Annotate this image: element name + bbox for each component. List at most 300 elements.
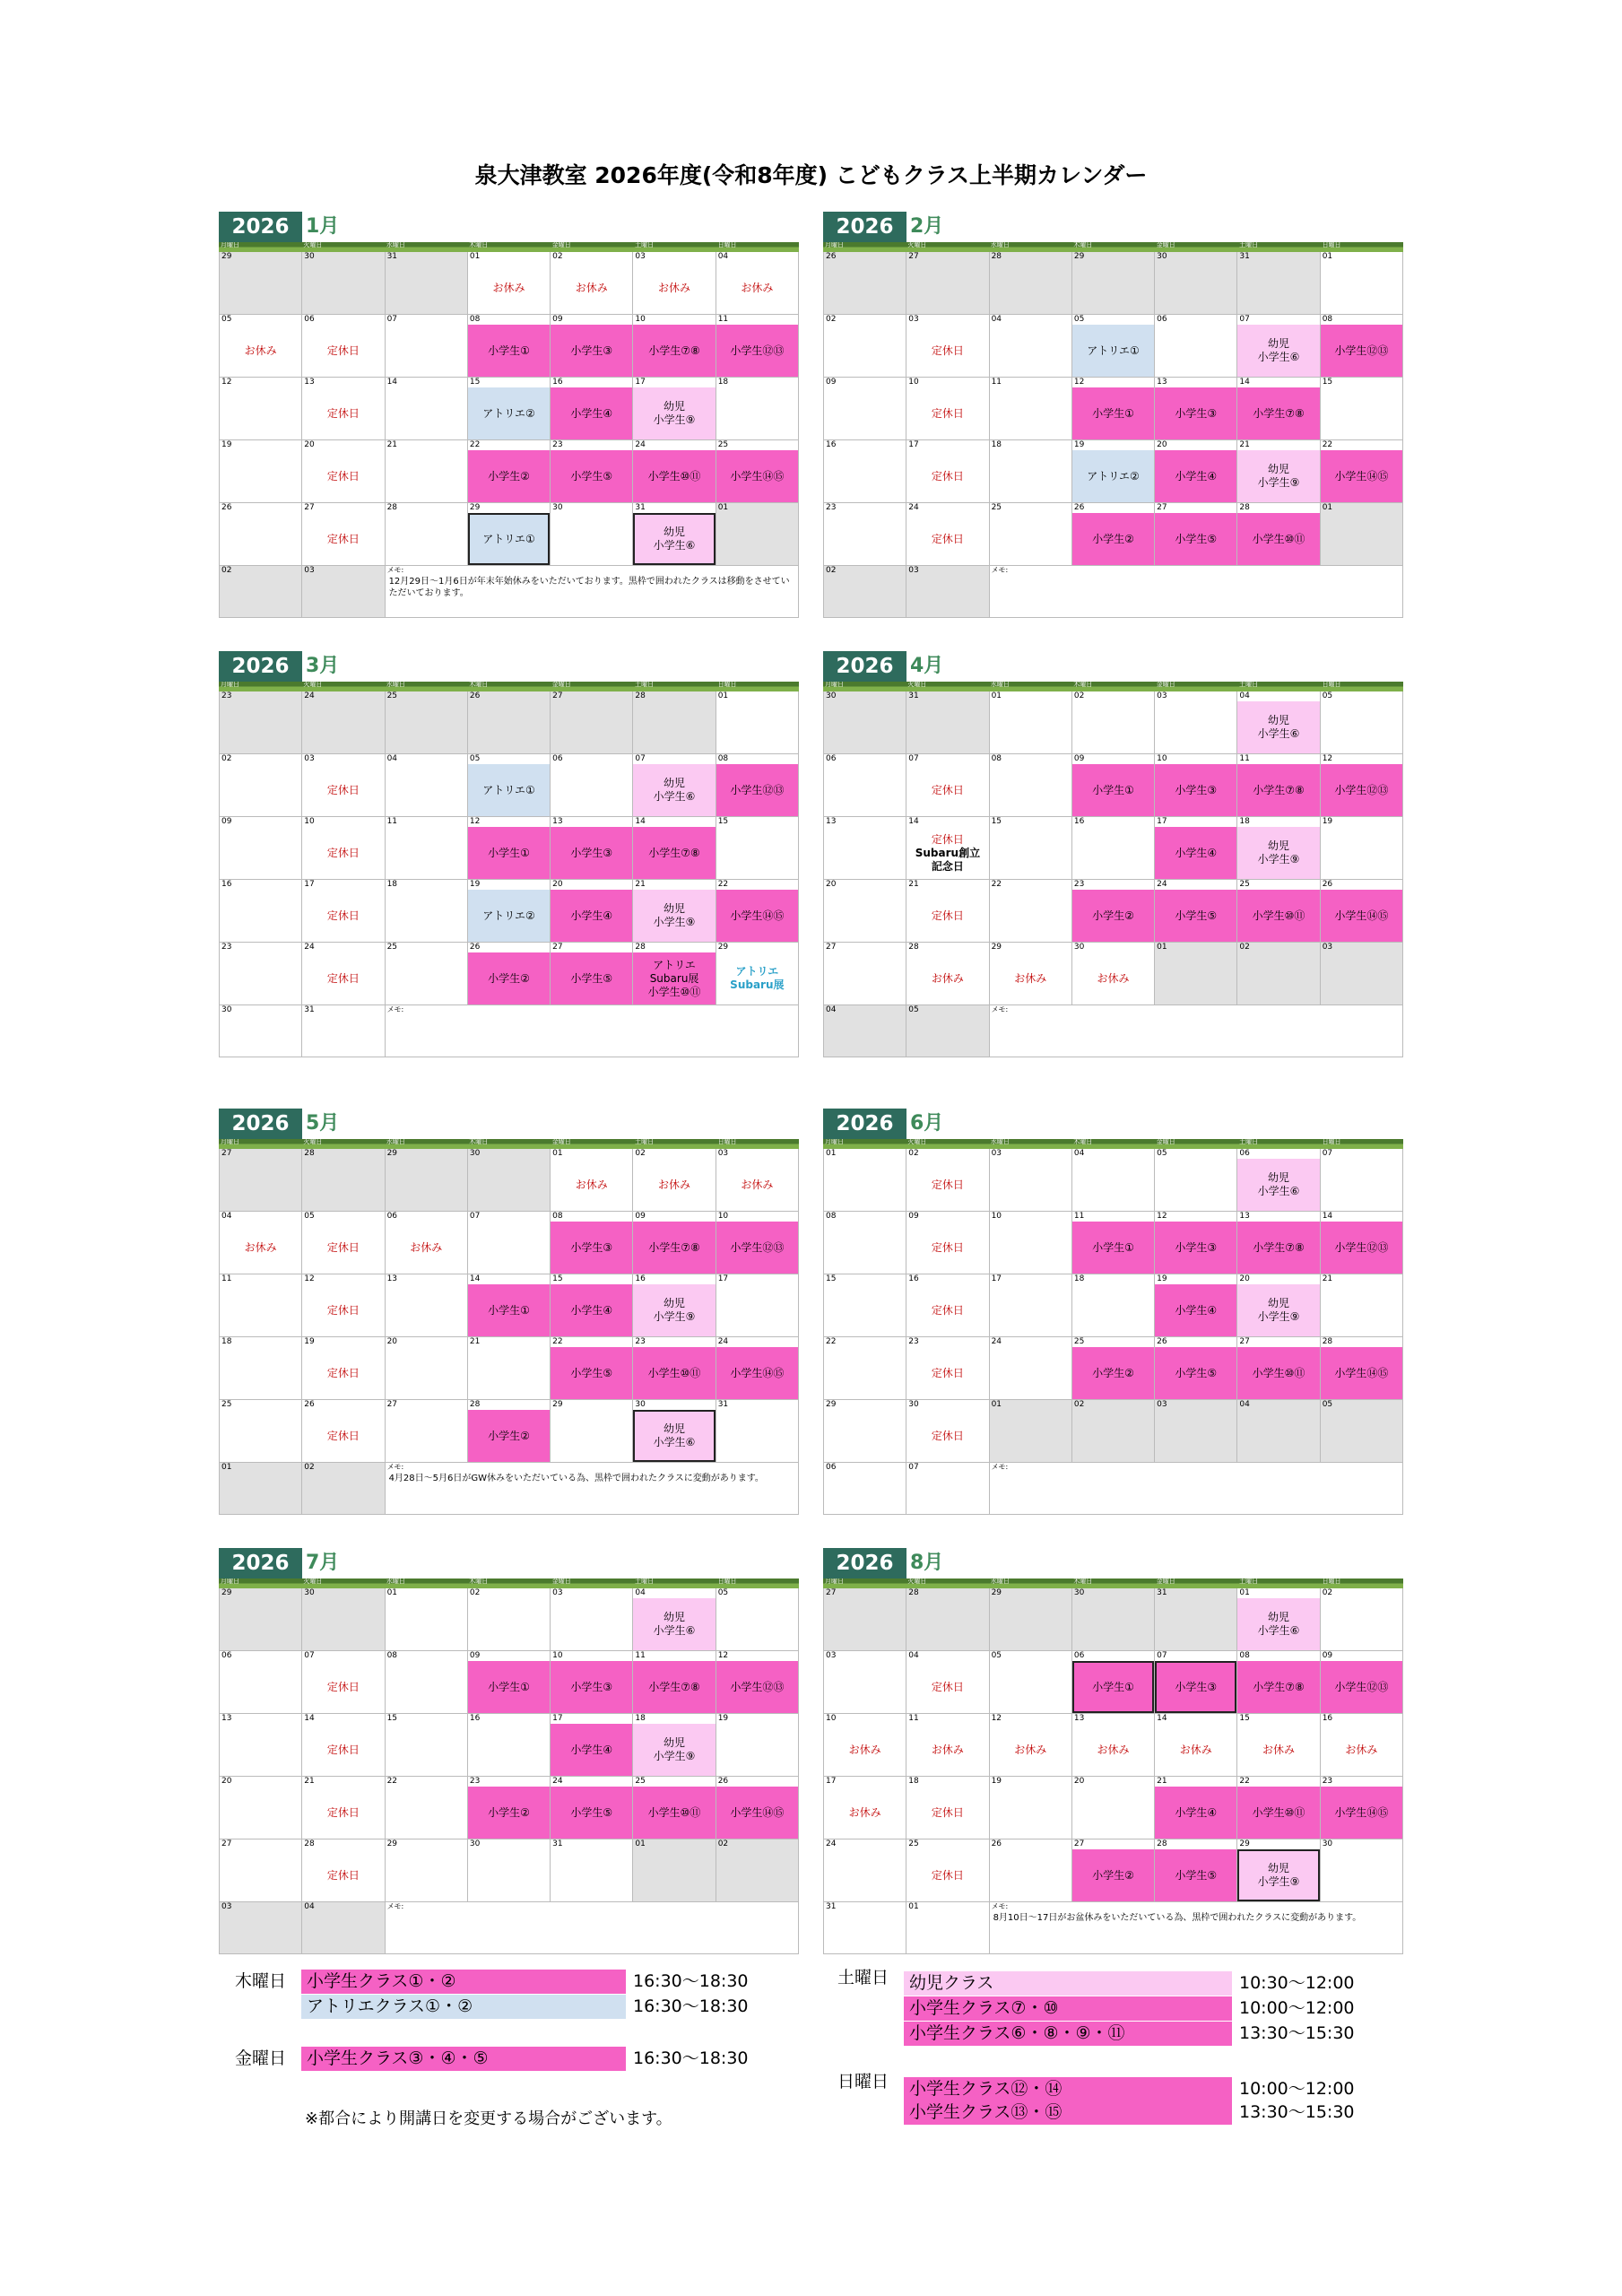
day-event [468,1222,550,1274]
day-event [302,576,384,617]
day-event: 定休日 [931,1805,964,1819]
day-cell [633,315,716,378]
day-number: 20 [304,440,315,449]
day-cell [468,1839,551,1902]
day-number: 04 [386,754,398,763]
day-cell [468,1274,551,1337]
day-number: 18 [1239,817,1250,826]
day-event: 小学生③ [551,1222,632,1274]
day-event [220,1849,301,1901]
day-cell [551,1400,633,1463]
weekday-label: 月曜日 [221,242,239,248]
day-event [1072,1598,1154,1650]
day-number: 24 [304,943,315,952]
day-cell [1237,1588,1320,1651]
day-cell [1321,1149,1403,1212]
weekday-label: 土曜日 [1239,682,1259,688]
day-cell [633,1149,716,1212]
day-number: 30 [469,1149,481,1158]
day-cell [990,754,1072,817]
day-cell [1155,817,1237,880]
day-number: 19 [221,440,232,449]
day-cell [990,440,1072,503]
day-number: 28 [908,943,919,952]
day-number: 03 [1157,691,1167,700]
day-event [551,764,632,816]
memo-box [990,1902,1403,1954]
day-number: 08 [1322,315,1333,324]
day-event [220,513,301,565]
day-event: 小学生① [468,1284,550,1336]
day-number: 28 [304,1839,315,1848]
day-cell [716,315,799,378]
day-event [824,576,906,617]
memo-label: メモ: [386,566,404,574]
day-event: 小学生⑦⑧ [633,1222,715,1274]
day-number: 21 [1157,1777,1167,1786]
day-number: 23 [826,503,837,512]
day-cell [551,1839,633,1902]
day-cell [551,440,633,503]
weekday-label: 水曜日 [990,1578,1010,1585]
calendar-grid [823,1588,1403,1954]
day-cell [633,1714,716,1777]
day-number: 07 [635,754,646,763]
day-cell [1321,252,1403,315]
weekday-label: 金曜日 [1156,1139,1175,1145]
day-number: 31 [1239,252,1250,261]
thursday-class-1: 小学生クラス①・② [301,1970,626,1994]
day-cell [551,1777,633,1839]
day-cell [716,252,799,315]
day-event: 定休日 [326,1303,360,1317]
day-cell [1321,1274,1403,1337]
day-event: 小学生② [468,1787,550,1839]
day-event: お休み [1345,1743,1378,1756]
day-event: 定休日 [326,406,360,420]
calendar-grid [823,691,1403,1057]
memo-label: メモ: [386,1902,404,1910]
day-number: 17 [635,378,646,387]
day-number: 13 [386,1274,398,1283]
weekday-label: 水曜日 [386,682,405,688]
day-cell [990,315,1072,378]
day-event [220,1284,301,1336]
day-number: 17 [717,1274,729,1283]
month-label: 1月 [306,215,340,238]
day-event [990,1598,1071,1650]
weekday-label: 木曜日 [469,1139,489,1145]
day-number: 13 [826,817,837,826]
day-number: 02 [1073,1400,1085,1409]
day-number: 09 [221,817,232,826]
day-cell [220,691,302,754]
day-number: 02 [908,1149,919,1158]
year-badge: 2026 [219,1548,302,1578]
day-cell [716,1149,799,1212]
day-cell [302,1400,385,1463]
day-cell [633,691,716,754]
day-cell [220,1588,302,1651]
thursday-time-2: 16:30～18:30 [633,1996,749,2016]
day-number: 12 [991,1714,1002,1723]
day-cell [386,1651,468,1714]
day-number: 02 [635,1149,646,1158]
day-number: 02 [826,315,837,324]
day-cell [1072,1212,1155,1274]
day-cell [220,880,302,943]
month-label: 4月 [910,655,944,677]
day-cell [1321,1777,1403,1839]
day-event [386,1159,467,1211]
day-event: お休み [658,281,691,294]
day-event [1321,1598,1402,1650]
month-label: 3月 [306,655,340,677]
day-number: 24 [826,1839,837,1848]
day-number: 27 [221,1149,232,1158]
day-event [220,1912,301,1953]
day-number: 14 [304,1714,315,1723]
day-cell [1321,440,1403,503]
day-event: 小学生⑩⑪ [1237,890,1319,942]
day-event [1155,952,1236,1004]
day-number: 03 [908,566,919,575]
day-event: お休み [244,344,277,357]
day-number: 15 [1239,1714,1250,1723]
day-cell [220,754,302,817]
day-number: 03 [1157,1400,1167,1409]
day-event: 小学生⑫⑬ [1321,764,1402,816]
day-cell [468,252,551,315]
day-number: 29 [991,943,1002,952]
day-cell [1321,754,1403,817]
day-number: 01 [991,1400,1002,1409]
day-number: 21 [908,880,919,889]
day-number: 03 [717,1149,729,1158]
day-number: 06 [826,754,837,763]
day-event [220,576,301,617]
day-cell [220,252,302,315]
day-event [1237,262,1319,314]
day-cell [551,378,633,440]
day-event [220,764,301,816]
month-label: 5月 [306,1112,340,1135]
day-cell [906,691,989,754]
day-event [1321,262,1402,314]
weekday-label: 金曜日 [551,1578,571,1585]
day-cell [1321,378,1403,440]
day-cell [716,1588,799,1651]
day-event: 幼児 小学生⑥ [1237,1159,1319,1211]
day-event: 小学生④ [551,387,632,439]
weekday-label: 木曜日 [469,1578,489,1585]
calendar-grid [219,1588,799,1954]
day-event [386,387,467,439]
day-number: 23 [1073,880,1085,889]
day-cell [220,817,302,880]
day-cell [386,817,468,880]
weekday-label: 土曜日 [635,682,655,688]
saturday-label: 土曜日 [837,1968,889,1987]
day-cell [906,566,989,618]
day-cell [633,440,716,503]
day-number: 30 [1073,1588,1085,1597]
day-cell [1155,1337,1237,1400]
day-cell [302,1714,385,1777]
day-number: 28 [635,943,646,952]
day-event [824,1849,906,1901]
weekday-label: 火曜日 [303,242,323,248]
day-number: 05 [991,1651,1002,1660]
day-event: お休み [244,1240,277,1254]
day-event [302,1159,384,1211]
weekday-label: 火曜日 [907,1578,927,1585]
day-cell [906,440,989,503]
day-event: 小学生⑩⑪ [1237,513,1319,565]
day-number: 24 [1157,880,1167,889]
day-number: 29 [826,1400,837,1409]
day-event: 小学生⑦⑧ [1237,764,1319,816]
day-number: 05 [469,754,481,763]
day-cell [551,943,633,1005]
day-cell [551,1588,633,1651]
day-event: お休み [658,1178,691,1191]
day-number: 30 [1322,1839,1333,1848]
day-event [906,701,988,753]
day-event: 小学生④ [551,1724,632,1776]
day-event [824,450,906,502]
day-number: 08 [552,1212,563,1221]
day-event [990,450,1071,502]
day-cell [1237,1337,1320,1400]
weekday-header [823,242,1403,252]
weekday-label: 水曜日 [386,1578,405,1585]
day-number: 16 [469,1714,481,1723]
day-cell [906,1839,989,1902]
day-number: 29 [717,943,729,952]
day-event [302,1912,384,1953]
day-event: 定休日 [931,1429,964,1442]
day-number: 01 [1239,1588,1250,1597]
day-event [1072,701,1154,753]
weekday-label: 月曜日 [825,1139,844,1145]
day-number: 07 [1239,315,1250,324]
day-event: アトリエ② [468,890,550,942]
day-number: 14 [635,817,646,826]
day-event [302,1598,384,1650]
day-event [386,1849,467,1901]
day-cell [824,1714,906,1777]
weekday-label: 月曜日 [825,1578,844,1585]
day-number: 28 [1157,1839,1167,1848]
day-cell [906,1149,989,1212]
day-event [716,827,798,879]
day-event: 小学生⑫⑬ [1321,325,1402,377]
day-cell [386,943,468,1005]
day-event [1072,827,1154,879]
day-number: 04 [1239,691,1250,700]
day-event [906,1598,988,1650]
day-number: 13 [304,378,315,387]
day-number: 26 [826,252,837,261]
day-number: 29 [552,1400,563,1409]
day-cell [386,440,468,503]
weekday-label: 木曜日 [1073,1139,1093,1145]
day-cell [220,1902,302,1954]
day-cell [1237,1651,1320,1714]
weekday-label: 月曜日 [221,1139,239,1145]
weekday-label: 金曜日 [1156,242,1175,248]
day-cell [220,1005,302,1057]
day-cell [386,691,468,754]
day-event: 定休日 [326,344,360,357]
day-event: 小学生② [468,450,550,502]
sunday-class-1: 小学生クラス⑫・⑭ [904,2077,1232,2101]
day-cell [716,1839,799,1902]
day-event [990,1159,1071,1211]
day-cell [1237,943,1320,1005]
day-cell [302,1777,385,1839]
day-cell [1321,1714,1403,1777]
day-cell [1155,1651,1237,1714]
calendar-grid [219,252,799,618]
day-number: 30 [304,252,315,261]
day-event [1321,952,1402,1004]
day-event [906,1473,988,1514]
day-cell [1155,1274,1237,1337]
day-number: 12 [304,1274,315,1283]
day-cell [716,817,799,880]
day-number: 10 [635,315,646,324]
day-number: 30 [221,1005,232,1014]
day-cell [551,1274,633,1337]
day-event: 小学生④ [1155,1787,1236,1839]
day-number: 31 [552,1839,563,1848]
day-cell [1321,1651,1403,1714]
day-cell [824,817,906,880]
weekday-label: 火曜日 [907,1139,927,1145]
day-cell [1321,315,1403,378]
day-number: 10 [304,817,315,826]
day-event [990,1222,1071,1274]
day-number: 31 [717,1400,729,1409]
day-cell [1155,754,1237,817]
day-event: 小学生⑭⑮ [716,450,798,502]
day-event: 小学生④ [551,890,632,942]
day-cell [633,1651,716,1714]
day-event [716,1849,798,1901]
day-number: 16 [908,1274,919,1283]
day-number: 04 [1239,1400,1250,1409]
day-event: 小学生② [468,952,550,1004]
day-event [824,325,906,377]
day-number: 17 [908,440,919,449]
weekday-label: 火曜日 [907,242,927,248]
day-cell [220,566,302,618]
day-number: 26 [469,943,481,952]
day-cell [468,1400,551,1463]
day-number: 22 [552,1337,563,1346]
day-number: 09 [635,1212,646,1221]
year-badge: 2026 [823,1548,906,1578]
day-cell [220,1149,302,1212]
day-event [990,513,1071,565]
memo-label: メモ: [386,1463,404,1471]
day-cell [906,1400,989,1463]
day-number: 21 [386,440,398,449]
day-number: 17 [826,1777,837,1786]
weekday-label: 土曜日 [1239,1139,1259,1145]
day-cell [1237,315,1320,378]
day-number: 25 [1239,880,1250,889]
day-number: 19 [1073,440,1085,449]
sunday-class-2: 小学生クラス⑬・⑮ [904,2100,1232,2125]
day-event: 小学生⑤ [551,450,632,502]
day-event: 小学生② [1072,1347,1154,1399]
day-event [220,1347,301,1399]
month-calendar [219,642,799,1057]
day-cell [1237,1714,1320,1777]
day-number: 07 [304,1651,315,1660]
day-number: 22 [386,1777,398,1786]
day-event [1155,1410,1236,1462]
day-event: お休み [1179,1743,1212,1756]
day-cell [551,1149,633,1212]
weekday-label: 月曜日 [221,1578,239,1585]
day-number: 01 [469,252,481,261]
day-event [1155,1598,1236,1650]
day-event: 幼児 小学生⑨ [633,1284,715,1336]
day-event: 幼児 小学生⑨ [633,1724,715,1776]
day-event: 小学生⑫⑬ [716,1661,798,1713]
day-event: 幼児 小学生⑨ [1237,1849,1319,1901]
day-number: 18 [991,440,1002,449]
day-event [1321,701,1402,753]
day-event: 定休日 [931,1366,964,1379]
day-event: 小学生⑭⑮ [716,1347,798,1399]
day-event: 定休日 [326,1680,360,1693]
day-event [990,1284,1071,1336]
day-cell [468,440,551,503]
day-cell [906,1005,989,1057]
day-cell [302,315,385,378]
day-event: 幼児 小学生⑥ [1237,701,1319,753]
day-cell [1321,1337,1403,1400]
day-number: 05 [221,315,232,324]
day-number: 28 [908,1588,919,1597]
day-cell [1155,1149,1237,1212]
day-number: 14 [1239,378,1250,387]
day-cell [468,315,551,378]
day-number: 02 [826,566,837,575]
day-event [990,1347,1071,1399]
weekday-label: 月曜日 [221,682,239,688]
day-number: 30 [635,1400,646,1409]
day-number: 10 [908,378,919,387]
day-event: 小学生④ [1155,450,1236,502]
day-cell [1237,880,1320,943]
day-number: 28 [304,1149,315,1158]
day-cell [716,1714,799,1777]
day-number: 27 [908,252,919,261]
day-event: 小学生⑦⑧ [633,325,715,377]
day-cell [551,252,633,315]
day-cell [1072,440,1155,503]
weekday-label: 月曜日 [825,242,844,248]
day-number: 25 [908,1839,919,1848]
day-event: アトリエ Subaru展 小学生⑩⑪ [633,952,715,1004]
day-cell [220,378,302,440]
